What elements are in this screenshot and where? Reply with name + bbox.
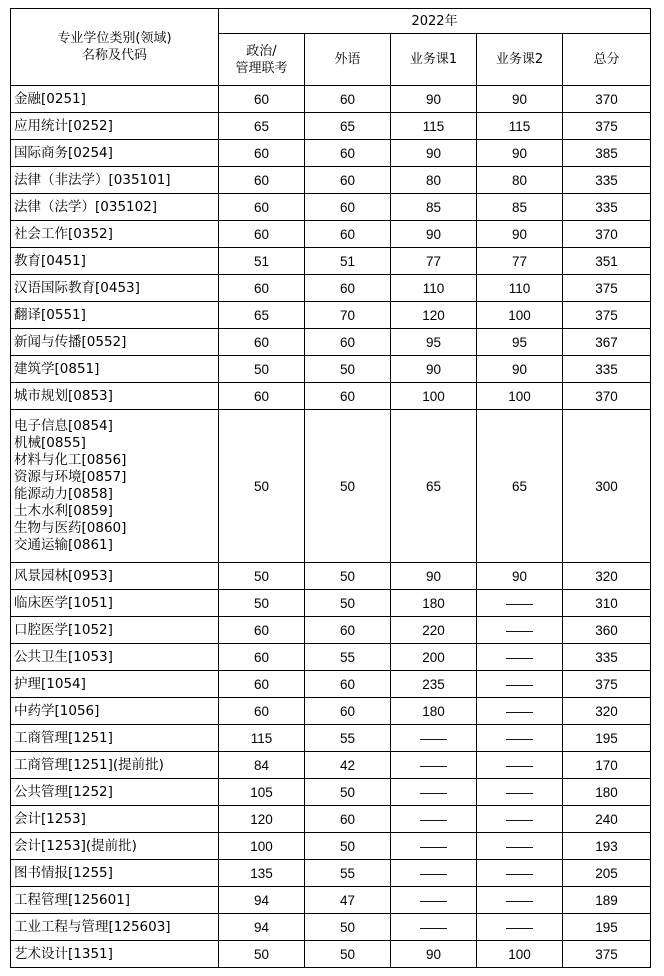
program-name-line: 材料与化工[0856] — [14, 452, 127, 468]
score-foreign: 51 — [305, 248, 391, 275]
score-politics: 60 — [219, 329, 305, 356]
score-course1: 100 — [391, 383, 477, 410]
score-course2: —— — [477, 698, 563, 725]
score-foreign: 60 — [305, 275, 391, 302]
score-course1: 90 — [391, 221, 477, 248]
score-total: 193 — [563, 833, 651, 860]
score-foreign: 60 — [305, 806, 391, 833]
score-foreign: 60 — [305, 383, 391, 410]
table-row — [11, 563, 651, 590]
program-name: 国际商务[0254] — [11, 140, 219, 167]
score-course1: 90 — [391, 356, 477, 383]
score-course2: 65 — [477, 410, 563, 563]
score-course1: 77 — [391, 248, 477, 275]
score-course2: 100 — [477, 383, 563, 410]
score-course2: 100 — [477, 941, 563, 968]
score-total: 375 — [563, 275, 651, 302]
score-course1: 80 — [391, 167, 477, 194]
score-politics: 65 — [219, 113, 305, 140]
score-foreign: 42 — [305, 752, 391, 779]
score-politics: 60 — [219, 86, 305, 113]
table-row — [11, 779, 651, 806]
score-course2: —— — [477, 644, 563, 671]
header-total: 总分 — [563, 34, 651, 86]
program-name-line: 机械[0855] — [14, 435, 86, 451]
score-total: 310 — [563, 590, 651, 617]
score-course2: —— — [477, 617, 563, 644]
score-course1: 235 — [391, 671, 477, 698]
program-name-line: 土木水利[0859] — [14, 503, 113, 519]
score-total: 320 — [563, 563, 651, 590]
score-total: 300 — [563, 410, 651, 563]
score-total: 351 — [563, 248, 651, 275]
score-foreign: 60 — [305, 221, 391, 248]
table-row — [11, 914, 651, 941]
table-row — [11, 617, 651, 644]
score-foreign: 60 — [305, 167, 391, 194]
program-name: 公共卫生[1053] — [11, 644, 219, 671]
table-body — [11, 86, 651, 968]
score-total: 195 — [563, 914, 651, 941]
table-row — [11, 194, 651, 221]
score-course1: 115 — [391, 113, 477, 140]
score-total: 360 — [563, 617, 651, 644]
score-politics: 120 — [219, 806, 305, 833]
score-foreign: 60 — [305, 140, 391, 167]
score-total: 375 — [563, 671, 651, 698]
score-course1: —— — [391, 806, 477, 833]
table-row — [11, 167, 651, 194]
score-course1: 85 — [391, 194, 477, 221]
program-name: 风景园林[0953] — [11, 563, 219, 590]
program-name-line: 交通运输[0861] — [14, 537, 113, 553]
table-row — [11, 221, 651, 248]
score-total: 375 — [563, 302, 651, 329]
table-row — [11, 887, 651, 914]
score-total: 367 — [563, 329, 651, 356]
program-name-line: 电子信息[0854] — [14, 418, 113, 434]
score-course2: —— — [477, 725, 563, 752]
score-foreign: 65 — [305, 113, 391, 140]
header-course2: 业务课2 — [477, 34, 563, 86]
score-course1: 180 — [391, 590, 477, 617]
score-course2: 90 — [477, 140, 563, 167]
score-course2: —— — [477, 833, 563, 860]
header-name-line1: 专业学位类别(领域) — [57, 31, 172, 46]
table-row — [11, 302, 651, 329]
score-foreign: 60 — [305, 194, 391, 221]
score-politics: 94 — [219, 914, 305, 941]
score-total: 370 — [563, 86, 651, 113]
score-course1: —— — [391, 779, 477, 806]
score-politics: 115 — [219, 725, 305, 752]
table-row — [11, 644, 651, 671]
program-name: 公共管理[1252] — [11, 779, 219, 806]
score-course2: 80 — [477, 167, 563, 194]
score-total: 370 — [563, 221, 651, 248]
score-politics: 50 — [219, 356, 305, 383]
score-course1: —— — [391, 833, 477, 860]
program-name: 会计[1253](提前批) — [11, 833, 219, 860]
program-name: 护理[1054] — [11, 671, 219, 698]
table-row — [11, 833, 651, 860]
score-politics: 100 — [219, 833, 305, 860]
score-foreign: 70 — [305, 302, 391, 329]
score-course2: 90 — [477, 86, 563, 113]
score-course1: 220 — [391, 617, 477, 644]
table-row — [11, 86, 651, 113]
score-course1: 90 — [391, 140, 477, 167]
score-foreign: 60 — [305, 671, 391, 698]
score-total: 385 — [563, 140, 651, 167]
score-course2: —— — [477, 806, 563, 833]
table-row — [11, 113, 651, 140]
table-row — [11, 860, 651, 887]
score-course1: 200 — [391, 644, 477, 671]
score-course2: 110 — [477, 275, 563, 302]
score-politics: 135 — [219, 860, 305, 887]
header-year: 2022年 — [219, 9, 651, 34]
program-name: 法律（法学）[035102] — [11, 194, 219, 221]
score-foreign: 50 — [305, 563, 391, 590]
score-total: 335 — [563, 356, 651, 383]
table-row — [11, 941, 651, 968]
table-row — [11, 698, 651, 725]
score-politics: 60 — [219, 275, 305, 302]
score-course2: 90 — [477, 563, 563, 590]
score-course2: 95 — [477, 329, 563, 356]
score-course1: 90 — [391, 563, 477, 590]
program-name: 工商管理[1251](提前批) — [11, 752, 219, 779]
score-course2: —— — [477, 671, 563, 698]
table-row — [11, 752, 651, 779]
score-course2: —— — [477, 779, 563, 806]
score-foreign: 60 — [305, 698, 391, 725]
program-name: 法律（非法学）[035101] — [11, 167, 219, 194]
score-total: 240 — [563, 806, 651, 833]
score-total: 370 — [563, 383, 651, 410]
score-course1: 90 — [391, 941, 477, 968]
program-name: 建筑学[0851] — [11, 356, 219, 383]
program-name: 金融[0251] — [11, 86, 219, 113]
score-total: 335 — [563, 194, 651, 221]
program-name: 教育[0451] — [11, 248, 219, 275]
score-politics: 50 — [219, 563, 305, 590]
program-name: 工业工程与管理[125603] — [11, 914, 219, 941]
program-name: 临床医学[1051] — [11, 590, 219, 617]
score-politics: 65 — [219, 302, 305, 329]
score-politics: 60 — [219, 617, 305, 644]
header-name-cell — [11, 9, 219, 86]
table-row-group — [11, 410, 651, 563]
score-course1: —— — [391, 860, 477, 887]
score-politics: 60 — [219, 644, 305, 671]
score-total: 180 — [563, 779, 651, 806]
score-course2: 115 — [477, 113, 563, 140]
score-politics: 60 — [219, 167, 305, 194]
score-course2: —— — [477, 860, 563, 887]
score-course1: 65 — [391, 410, 477, 563]
score-table — [10, 8, 651, 968]
score-politics: 84 — [219, 752, 305, 779]
header-politics-line2: 管理联考 — [235, 60, 288, 76]
score-course1: 120 — [391, 302, 477, 329]
header-course1: 业务课1 — [391, 34, 477, 86]
score-foreign: 47 — [305, 887, 391, 914]
score-course1: 90 — [391, 86, 477, 113]
score-total: 335 — [563, 167, 651, 194]
score-course1: —— — [391, 752, 477, 779]
score-politics: 51 — [219, 248, 305, 275]
program-name: 城市规划[0853] — [11, 383, 219, 410]
program-name-line: 资源与环境[0857] — [14, 469, 127, 485]
score-foreign: 50 — [305, 779, 391, 806]
score-foreign: 55 — [305, 860, 391, 887]
score-foreign: 60 — [305, 86, 391, 113]
score-politics: 60 — [219, 383, 305, 410]
program-name: 工程管理[125601] — [11, 887, 219, 914]
score-foreign: 50 — [305, 410, 391, 563]
score-politics: 50 — [219, 590, 305, 617]
score-politics: 60 — [219, 140, 305, 167]
header-name-line2: 名称及代码 — [81, 48, 147, 63]
program-name-group — [11, 410, 219, 563]
program-name: 会计[1253] — [11, 806, 219, 833]
score-foreign: 60 — [305, 329, 391, 356]
score-foreign: 50 — [305, 590, 391, 617]
score-politics: 60 — [219, 698, 305, 725]
score-course1: 110 — [391, 275, 477, 302]
score-course2: 100 — [477, 302, 563, 329]
score-total: 205 — [563, 860, 651, 887]
score-course1: —— — [391, 725, 477, 752]
table-row — [11, 383, 651, 410]
score-course1: 180 — [391, 698, 477, 725]
table-row — [11, 329, 651, 356]
score-foreign: 55 — [305, 725, 391, 752]
score-course1: —— — [391, 887, 477, 914]
score-foreign: 50 — [305, 356, 391, 383]
table-row — [11, 356, 651, 383]
score-course2: —— — [477, 590, 563, 617]
score-course2: —— — [477, 752, 563, 779]
score-course2: —— — [477, 914, 563, 941]
score-politics: 60 — [219, 671, 305, 698]
program-name: 图书情报[1255] — [11, 860, 219, 887]
score-total: 375 — [563, 113, 651, 140]
score-course2: —— — [477, 887, 563, 914]
score-foreign: 50 — [305, 833, 391, 860]
program-name: 口腔医学[1052] — [11, 617, 219, 644]
score-course1: 95 — [391, 329, 477, 356]
header-politics — [219, 34, 305, 86]
program-name-line: 生物与医药[0860] — [14, 520, 127, 536]
score-total: 375 — [563, 941, 651, 968]
table-row — [11, 275, 651, 302]
table-row — [11, 671, 651, 698]
score-table-container — [10, 8, 650, 968]
score-course1: —— — [391, 914, 477, 941]
score-total: 189 — [563, 887, 651, 914]
program-name: 社会工作[0352] — [11, 221, 219, 248]
program-name: 汉语国际教育[0453] — [11, 275, 219, 302]
program-name: 应用统计[0252] — [11, 113, 219, 140]
score-foreign: 50 — [305, 914, 391, 941]
table-row — [11, 806, 651, 833]
score-politics: 105 — [219, 779, 305, 806]
score-foreign: 50 — [305, 941, 391, 968]
score-total: 195 — [563, 725, 651, 752]
score-politics: 50 — [219, 941, 305, 968]
score-total: 335 — [563, 644, 651, 671]
program-name: 艺术设计[1351] — [11, 941, 219, 968]
table-row — [11, 590, 651, 617]
score-course2: 77 — [477, 248, 563, 275]
score-course2: 85 — [477, 194, 563, 221]
score-politics: 50 — [219, 410, 305, 563]
table-row — [11, 725, 651, 752]
header-row-year — [11, 9, 651, 34]
score-course2: 90 — [477, 356, 563, 383]
program-name: 翻译[0551] — [11, 302, 219, 329]
program-name: 中药学[1056] — [11, 698, 219, 725]
score-politics: 60 — [219, 194, 305, 221]
header-foreign: 外语 — [305, 34, 391, 86]
score-total: 320 — [563, 698, 651, 725]
program-name-line: 能源动力[0858] — [14, 486, 113, 502]
score-foreign: 60 — [305, 617, 391, 644]
program-name: 工商管理[1251] — [11, 725, 219, 752]
program-name: 新闻与传播[0552] — [11, 329, 219, 356]
score-foreign: 55 — [305, 644, 391, 671]
score-course2: 90 — [477, 221, 563, 248]
header-politics-line1: 政治/ — [246, 43, 277, 59]
score-total: 170 — [563, 752, 651, 779]
score-politics: 60 — [219, 221, 305, 248]
table-row — [11, 140, 651, 167]
table-row — [11, 248, 651, 275]
score-politics: 94 — [219, 887, 305, 914]
